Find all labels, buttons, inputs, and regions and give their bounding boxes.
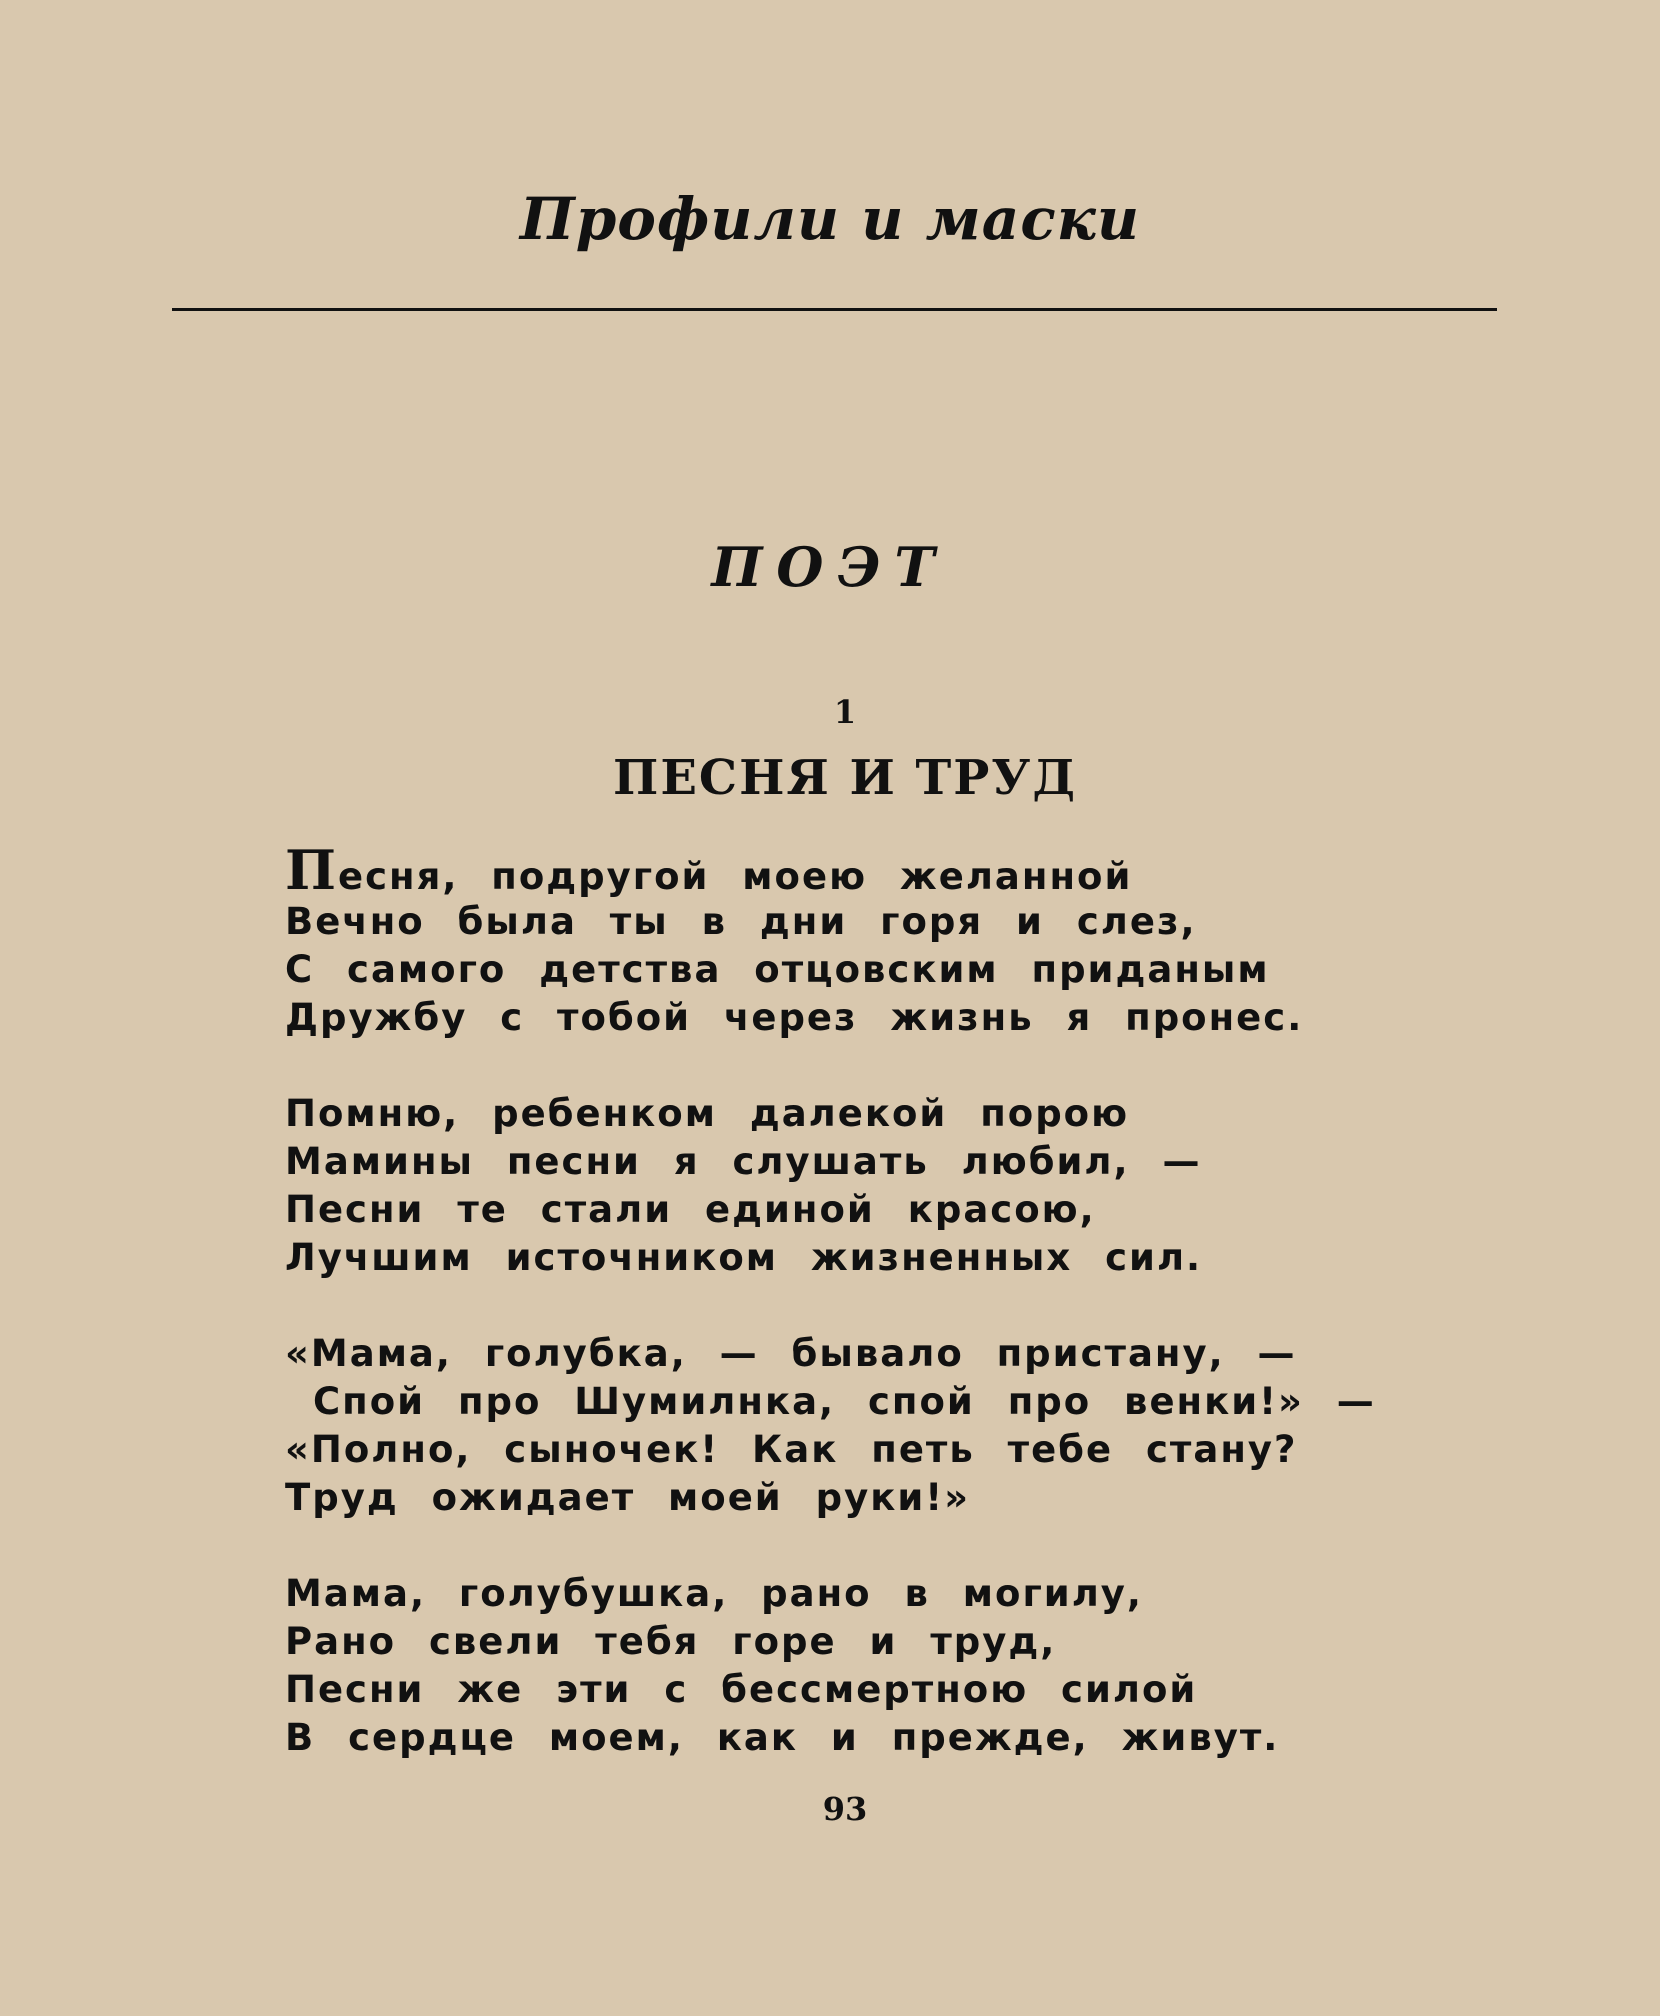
verse-line [285,838,1465,902]
verse-line: «Мама, голубка, — бывало пристану, — [285,1332,1297,1375]
stanza-2 [285,1090,1465,1282]
drop-cap: П [285,838,338,902]
stanza-4 [285,1570,1465,1762]
verse-line: В сердце моем, как и прежде, живут. [285,1716,1280,1759]
verse-line: Лучшим источником жизненных сил. [285,1236,1203,1279]
header-rule [172,308,1497,311]
verse-line: «Полно, сыночек! Как петь тебе стану? [285,1428,1298,1471]
page-number: 93 [822,1790,868,1828]
verse-line: Песни же эти с бессмертною силой [285,1668,1198,1711]
poem-title: ПЕСНЯ И ТРУД [612,750,1077,806]
verse-line: Песни те стали единой красою, [285,1188,1096,1231]
verse-line: Дружбу с тобой через жизнь я пронес. [285,996,1304,1039]
verse-line: Труд ожидает моей руки!» [285,1476,971,1519]
cycle-title: ПОЭТ [711,535,949,599]
verse-line: Вечно была ты в дни горя и слез, [285,900,1197,943]
poem-body [285,838,1465,1810]
stanza-3 [285,1330,1465,1522]
verse-text: есня, подругой моею желанной [338,855,1133,898]
verse-line: Мамины песни я слушать любил, — [285,1140,1202,1183]
running-head: Профили и маски [519,185,1141,253]
verse-line: Рано свели тебя горе и труд, [285,1620,1057,1663]
verse-line: С самого детства отцовским приданым [285,948,1270,991]
verse-line: Помню, ребенком далекой порою [285,1092,1130,1135]
verse-line: Спой про Шумилнка, спой про венки!» — [313,1380,1376,1423]
stanza-1 [285,838,1465,1042]
verse-line: Мама, голубушка, рано в могилу, [285,1572,1143,1615]
poem-number: 1 [833,693,857,731]
